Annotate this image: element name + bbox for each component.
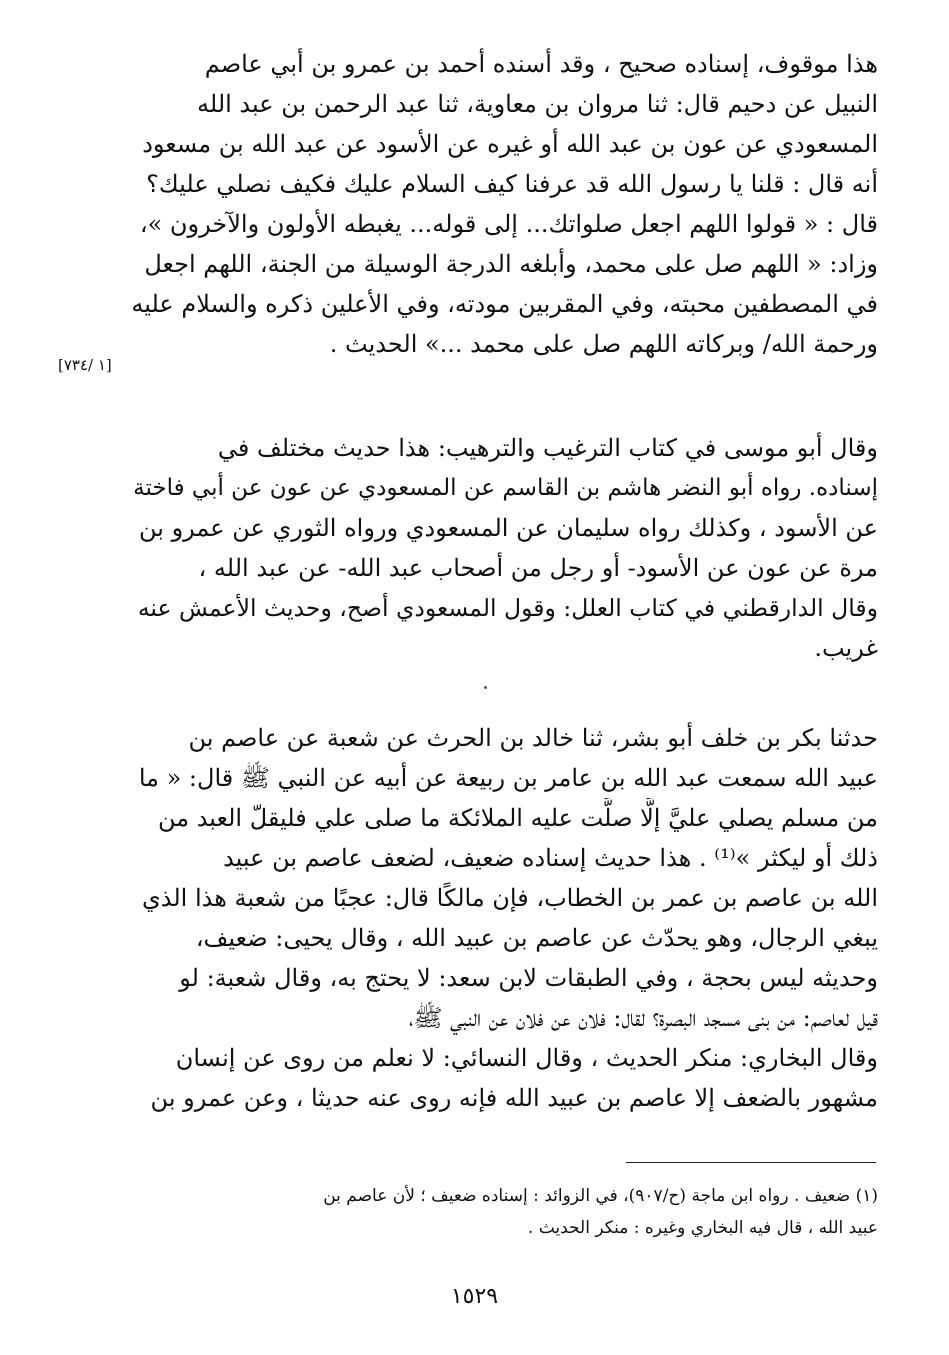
paragraph-3 [128,718,878,1118]
text-line: إسناده. رواه أبو النضر هاشم بن القاسم عن المسعودي عن عون عن أبي فاختة [133,475,878,501]
text-line: قال : « قولوا اللهم اجعل صلواتك... إلى قوله... يغبطه الأولون والآخرون »، [139,210,878,238]
text-line: مرة عن عون عن الأسود- أو رجل من أصحاب عبد الله- عن عبد الله ، [198,554,878,582]
footnote-separator [626,1162,876,1163]
text-line: ذلك أو ليكثر »⁽¹⁾ . هذا حديث إسناده ضعيف، لضعف عاصم بن عبيد [223,844,878,872]
text-line: أنه قال : قلنا يا رسول الله قد عرفنا كيف السلام عليك فكيف نصلي عليك؟ [146,170,878,198]
footnote [128,1180,878,1244]
text-line: في المصطفين محبته، وفي المقربين مودته، وفي الأعلين ذكره والسلام عليه [131,290,878,318]
print-speck [484,686,487,689]
margin-reference: [١ /٧٣٤] [58,356,112,374]
text-line: عن الأسود ، وكذلك رواه سليمان عن المسعودي ورواه الثوري عن عمرو بن [139,514,878,542]
footnote-line: عبيد الله ، قال فيه البخاري وغيره : منكر الحديث . [527,1218,878,1238]
paragraph-2 [128,428,878,668]
text-line: من مسلم يصلي عليَّ إلَّا صلَّت عليه الملائكة ما صلى علي فليقلّ العبد من [157,804,878,832]
text-line: يبغي الرجال، وهو يحدّث عن عاصم بن عبيد الله ، وقال يحيى: ضعيف، [195,924,878,952]
page-number: ١٥٢٩ [450,1284,499,1309]
footnote-line: (١) ضعيف . رواه ابن ماجة (ح/٩٠٧)، في الزوائد : إسناده ضعيف ؛ لأن عاصم بن [323,1186,878,1206]
text-line: مشهور بالضعف إلا عاصم بن عبيد الله فإنه روى عنه حديثا ، وعن عمرو بن [150,1084,878,1112]
text-line: قيل لعاصم: من بنى مسجد البصرة؟ لقال: فلان عن فلان عن النبي ﷺ، [408,1004,878,1032]
text-line: الله بن عاصم بن عمر بن الخطاب، فإن مالكًا قال: عجبًا من شعبة هذا الذي [141,884,878,912]
text-line: وحديثه ليس بحجة ، وفي الطبقات لابن سعد: لا يحتج به، وقال شعبة: لو [179,964,878,992]
text-line: وزاد: « اللهم صل على محمد، وأبلغه الدرجة الوسيلة من الجنة، اللهم اجعل [144,250,878,278]
text-line: غريب. [814,634,878,662]
paragraph-1 [128,44,878,364]
text-line: عبيد الله سمعت عبد الله بن عامر بن ربيعة عن أبيه عن النبي ﷺ قال: « ما [138,764,878,792]
text-line: هذا موقوف، إسناده صحيح ، وقد أسنده أحمد بن عمرو بن أبي عاصم [204,50,878,78]
text-line: المسعودي عن عون بن عبد الله أو غيره عن الأسود عن عبد الله بن مسعود [142,130,878,158]
text-line: النبيل عن دحيم قال: ثنا مروان بن معاوية، ثنا عبد الرحمن بن عبد الله [197,90,878,118]
text-line: حدثنا بكر بن خلف أبو بشر، ثنا خالد بن الحرث عن شعبة عن عاصم بن [188,724,878,752]
text-line: وقال الدارقطني في كتاب العلل: وقول المسعودي أصح، وحديث الأعمش عنه [137,594,878,622]
text-line: وقال البخاري: منكر الحديث ، وقال النسائي: لا نعلم من روى عن إنسان [175,1044,878,1072]
text-line: وقال أبو موسى في كتاب الترغيب والترهيب: هذا حديث مختلف في [217,434,878,462]
text-line: ورحمة الله/ وبركاته اللهم صل على محمد ...» الحديث . [329,330,878,358]
